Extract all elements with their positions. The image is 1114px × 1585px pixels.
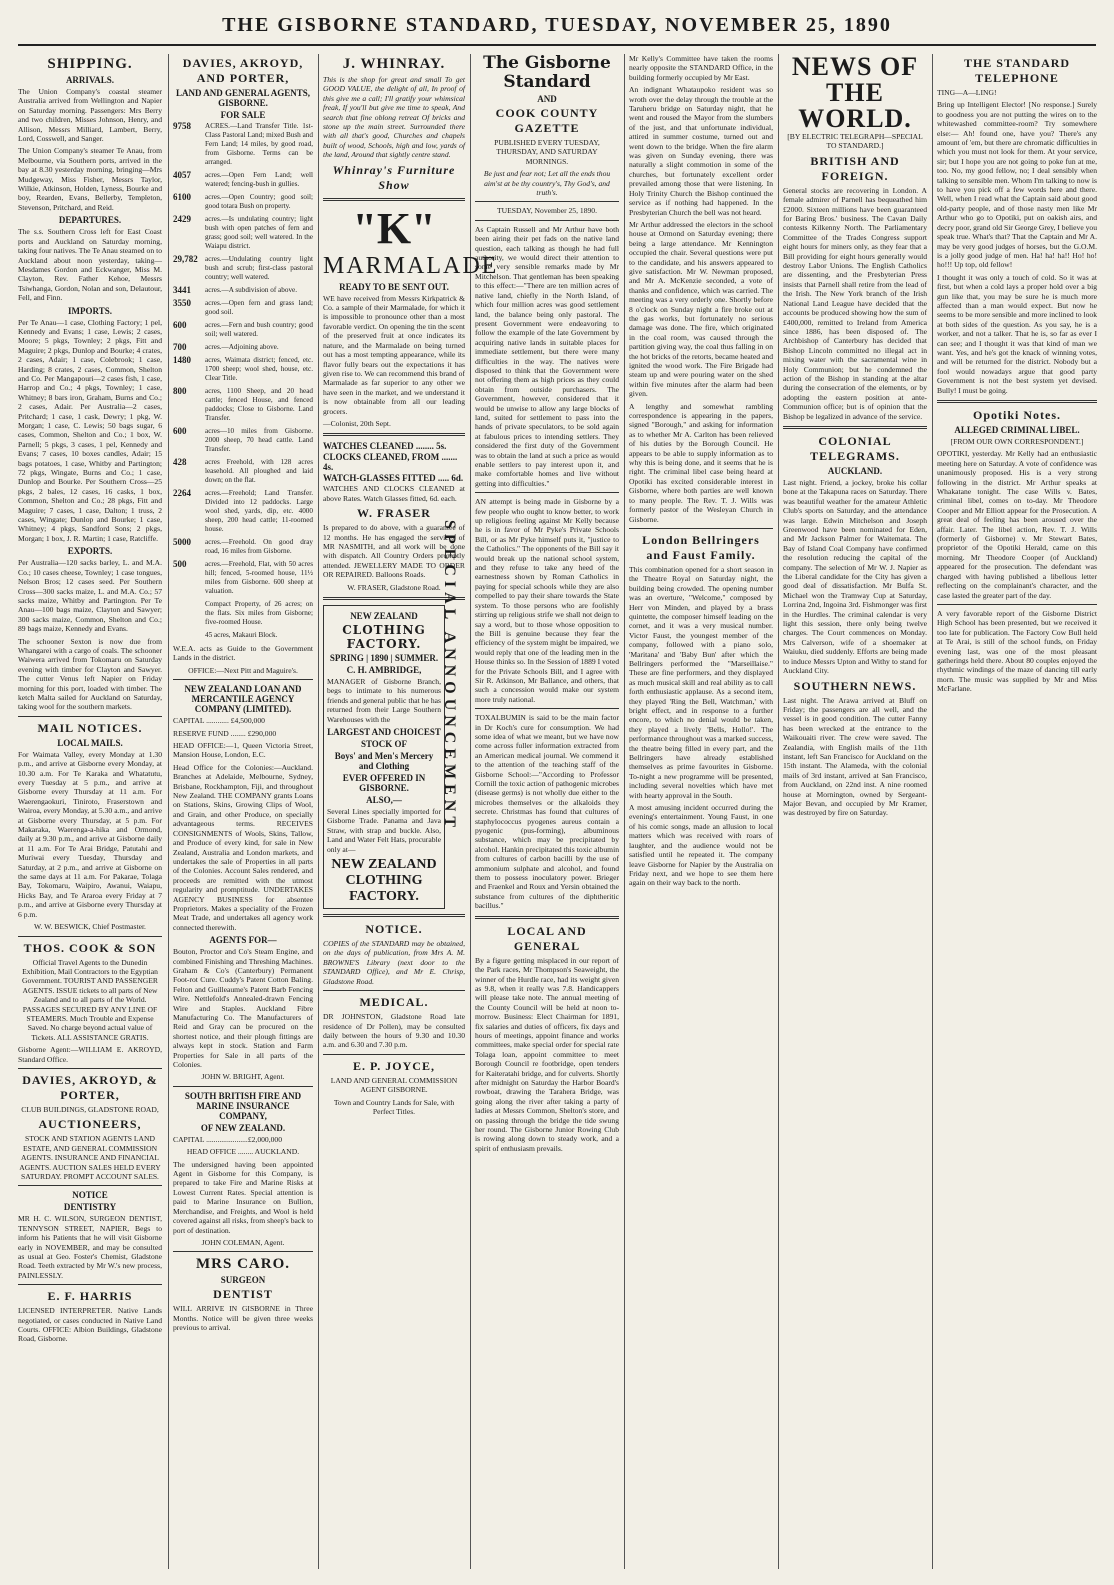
news-item: An indignant Whataupoko resident was so wroth over the delay through the trouble at the Taruheru bridge on Saturday night, that he went and roused the Mayor from the slumbers of the just, and that unfortunate individual, attired in summer costume, turned out and went down to the bridge. When the fire alarm was given on Sunday evening, there was naturally a slight commotion in some of the churches, but fortunately excellent order prevailed among those that were listening. In Holy Trinity Church the Bishop continued the service as if nothing had happened. In the Presbyterian Church the bell was not heard. <box>629 85 773 217</box>
lot-acres: 800 <box>173 386 187 396</box>
sb-subheading: OF NEW ZEALAND. <box>200 1122 286 1133</box>
divider <box>18 1185 162 1186</box>
lot-description: acres.—Open Fern Land; well watered; fencing-bush in gullies. <box>205 171 313 188</box>
column-5 <box>629 54 773 1569</box>
imports-text: Per Te Anau—1 case, Clothing Factory; 1 pel, Kennedy and Evans; 1 case, Lewis; 2 cases, Moore; 5 pkgs, Townley; 2 pkgs, Fitt and Maguire; 2 pkgs, Dunlop and Bourke; 4 crates, 2 cases, Adair; 1 case, Colebrook; 1 case, Harding; 8 crates, 2 cases, Common, Shelton and Co. Per Mangapouri—2 cases fish, 1 case, Harrop and Co.; 4 pkgs, Townley; 1 case, Whitney; 8 bars iron, Graham, Burns and Co.; 2 cases, Adair. Per Australia—2 cases, Pritchard; 1 case, 1 cask, Dewry; 1 pkg, W. Morgan; 1 case, C. Lewis; 50 bags sugar, 6 cases, Common, Shelton and Co.; 1 box, W. Parnell; 5 pkgs, 3 cases, 1 pel, Kennedy and Evans; 7 cases, 10 boxes candles, Adair; 15 bags potatoes, 1 case, Whitby and Partington; 72 pkgs, Wingate, Burns and Co.; 1 case, Dunlop and Bourke. Per Southern Cross—25 pkgs, 2 bales, 12 cases, 16 casks, 1 box, Common, Shelton and Co.; 28 pkgs, Fitt and Maguire; 7 cases, 1 case, Dalton; 1 truss, 2 cases, Wingate; Dunlop and Bourke; 1 case, Whitney; 4 pkgs, Sandford Sons; 2 pkgs, Morgan; 1 box, J. R. Martin; 1 case, Ratcliffe. <box>18 317 162 543</box>
column-rule <box>932 54 933 1569</box>
agents-signature: JOHN W. BRIGHT, Agent. <box>201 1072 285 1082</box>
divider <box>475 220 619 221</box>
fraser-text: Is prepared to do above, with a guarantee of 12 months. He has engaged the services of MR NASMITH, and all work will be done with dispatch. All Country Orders promptly attended. JEWELLERY MADE TO ORDER OR REPAIRED. Balloons Roads. <box>323 523 465 580</box>
divider <box>937 400 1097 403</box>
local-general-text: By a figure getting misplaced in our report of the Park races, Mr Thompson's Seaweight, the winner of the Hurdle race, had its weight given as 9.8, when it really was 7.8. Handicappers will please take note. The annual meeting of the County Council will be held at noon to-morrow. Business: Elect Chairman for 1891, fix salaries and duties of officers, fix days and hours of meetings, appoint finance and works committees, make special order for special rate Tolaga loan, appoint committee to meet Borough Council re footbridge, open tenders for Kaiteratahi bridge, and for culverts. Shortly after midnight on Saturday the Harbor Board's rowboat, drawing the Tarahera Bridge, was going along the river after taking a party of ladies at Messrs Common, Shelton's store, and on passing through the bridge the tide swung her round. The Gisborne Junior Rowing Club is rowing along down to steady work, and a spirit of enthusiasm prevails. <box>475 955 619 1153</box>
sb-heading: SOUTH BRITISH FIRE AND MARINE INSURANCE COMPANY, <box>184 1090 302 1121</box>
school-report-text: A very favorable report of the Gisborne District High School has been presented, but we received it too late for publication. The Factory Cow Bull held at Te Arai, is still of the school funds, on Friday evening last, was one of the most pleasant gatherings held there. About 80 couples enjoyed the rhythmic windings of the maze of dancing till early morn. The music was supplied by Mr and Miss McFarlane. <box>937 608 1097 694</box>
whinray-heading: J. WHINRAY. <box>342 56 446 72</box>
divider <box>18 716 162 717</box>
paper-title: The Gisborne Standard <box>483 53 611 92</box>
divider <box>323 914 465 917</box>
divider <box>18 936 162 937</box>
whinray-poem: This is the shop for great and small To get GOOD VALUE, the delight of all, In proof of this give me a call; I'll gratify your whimsical freak, If you'll but give me time to speak, And search that fine oblong retreat Of bricks and stone up the main street. Surrounded there with all that's good, Churches and chapels built of wood, Schools, high and low, yards of the land, Around that sightly centre stand. <box>323 75 465 160</box>
shipping-heading: SHIPPING. <box>47 56 133 72</box>
lot-description: acres.—Open fern and grass land; good soil. <box>205 299 313 316</box>
cf-heading: CLOTHING FACTORY. <box>342 623 426 651</box>
lot-description: acres.—Adjoining above. <box>205 343 279 351</box>
clocks-price: CLOCKS CLEANED, FROM ....... 4s. <box>323 452 458 473</box>
for-sale-heading: FOR SALE <box>220 110 266 120</box>
also-text: Several Lines specially imported for Gisborne Trade. Panama and Java Straw, with strap and buckle. Also, Land and Water Felt Hats, procurable only at— <box>327 807 441 854</box>
column-rule <box>778 54 779 1569</box>
divider <box>937 604 1097 605</box>
divider <box>475 708 619 709</box>
schooner-text: The schooner Sexton is now due from Whangarei with a cargo of coals. The schooner Waiwera arrived from Tokomaru on Saturday evening with timber for Clayton and Sawyer. The cutter Venus left Napier on Friday morning for this port, loaded with timber. The ketch Malta sailed for Auckland on Saturday, taking wool for the southern markets. <box>18 636 162 712</box>
marmalade-heading: MARMALADE <box>323 252 499 279</box>
divider <box>323 198 465 201</box>
lot-description: acres.—Undulating country light bush and scrub; first-class pastoral country; well watered. <box>205 255 313 281</box>
british-foreign-heading: BRITISH AND FOREIGN. <box>810 153 900 183</box>
k-heading: "K" <box>352 203 436 253</box>
caro-dentist: DENTIST <box>213 1287 273 1302</box>
lot-acres <box>173 631 205 640</box>
issue-date: TUESDAY, November 25, 1890. <box>497 206 597 216</box>
column-2 <box>173 54 313 1569</box>
news-item: Mr Kelly's Committee have taken the rooms nearly opposite the STANDARD Office, in the building formerly occupied by Mr East. <box>629 54 773 82</box>
also: ALSO,— <box>366 795 402 806</box>
lot-item <box>173 171 313 189</box>
medical-text: DR JOHNSTON, Gladstone Road late residence of Dr Pollen), may be consulted daily between the hours of 9.30 and 10.30 a.m. and 6.30 and 7.30 p.m. <box>323 1012 465 1050</box>
departures-heading: DEPARTURES. <box>58 215 122 226</box>
exports-text: Per Australia—120 sacks barley, L. and M.A. Co.; 10 cases cheese, Townley; 1 case tongues, Nelson Bros; 12 cases seed. Per Southern Cross—300 sacks maize, L. and M.A. Co.; 57 sacks maize, Whitby and Partington. Per Te Anau—100 bags maize, Clayton and Sawyer; 300 sacks maize, Common, Shelton and Co.; 89 bags maize, Kennedy and Evans. <box>18 558 162 634</box>
lot-description: acres.—Freehold. On good dray road, 16 miles from Gisborne. <box>205 538 313 555</box>
lot-item <box>173 321 313 339</box>
auctioneers-heading: AUCTIONEERS, <box>38 1117 142 1132</box>
column-rule <box>318 54 319 1569</box>
local-general-heading: LOCAL AND GENERAL <box>507 923 587 953</box>
lot-acres: 5000 <box>173 537 191 547</box>
lot-acres: 500 <box>173 559 187 569</box>
lot-acres: 29,782 <box>173 254 198 264</box>
telephone-sub: TING—A—LING! <box>937 88 997 97</box>
spring-summer: SPRING | 1890 | SUMMER. <box>329 653 439 663</box>
divider <box>475 201 619 202</box>
arrivals-text: The Union Company's steamer Te Anau, from Melbourne, via Southern ports, arrived in the bay at 8.30 yesterday morning, bringing—Mrs Mudgeway, Miss Fisher, Messrs Taylor, Wilkie, Atkinson, Holden, Lyness, Bourke and boy, Rearden, Evans, Bellerby, Templeton, Stevenson, Pritchard, and Reid. <box>18 146 162 212</box>
news-of-the-world-heading: NEWS OF THE WORLD. <box>791 52 919 133</box>
lot-item <box>173 427 313 454</box>
boys-mens: Boys' and Men's Mercery and Clothing <box>334 751 434 772</box>
lot-acres: 428 <box>173 457 187 467</box>
divider <box>323 433 465 436</box>
divider <box>475 492 619 493</box>
cook-agent: Gisborne Agent:—WILLIAM E. AKROYD, Standard Office. <box>18 1045 162 1064</box>
marmalade-text: WE have received from Messrs Kirkpatrick & Co. a sample of their Marmalade, for which it is impossible to pronounce other than a most favorable verdict. On opening the tin the scent of the preserved fruit at once indicates its nature, and the Marmalade on being turned out has a most tempting appearance, while its flavor fully bears out the expectations it has given rise to. We can recommend this brand of Marmalade as far superior to any other we have seen in the market, and we understand it is now obtainable from all our leading grocers. <box>323 293 465 416</box>
masthead: THE GISBORNE STANDARD, TUESDAY, NOVEMBER 25, 1890 <box>222 14 892 36</box>
lot-acres: 700 <box>173 342 187 352</box>
copies-text: COPIES of the STANDARD may be obtained, on the days of publication, from Mrs A. M. BROWNE'S Library (next door to the STANDARD Office), and Mr E. Chrisp, Gladstone Road. <box>323 939 465 986</box>
british-foreign-text: General stocks are recovering in London. A female admirer of Parnell has bequeathed him £2000. Sixteen millions have been guaranteed for Baring Bros.' business. The Cavan Daily contests Kilkenny North. The Parliamentary Committee of the Trades Congress support eight hours for miners only, as they fear that a Bill providing for eight hours generally would destroy Labor Unions. The English Catholics are dissenting, and the Presbyterian Press insists that Parnell shall retire from the lead of the Irish. The New York branch of the Irish National Land League have decided that the accounts be produced showing how the sum of £400,000, remitted to Ireland from America since 1886, has been disposed of. The Archbishop of Canterbury has decided that Bishop Lincoln committed no illegal act in mixing water with the sacramental wine in Holy Communion; but he condemned the action of the Bishop in standing at the altar during the consecration of the elements, or by adopting the eastern position at ante-Communion office; but is of opinion that the Bishop be legalized in advance of the service. <box>783 185 927 421</box>
ready-text: READY TO BE SENT OUT. <box>339 281 449 292</box>
column-rule <box>168 54 169 1569</box>
largest: LARGEST AND CHOICEST <box>327 727 441 738</box>
lot-description: acres.—Fern and bush country; good soil; well watered. <box>205 321 313 338</box>
mail-notices-heading: MAIL NOTICES. <box>37 720 143 735</box>
web-note: W.E.A. acts as Guide to the Government Lands in the district. <box>173 644 313 663</box>
mail-text: For Waimata Valley, every Monday at 1.30 p.m., and arrive at Gisborne every Monday, at 10.30 a.m. For Te Karaka and Whatatutu, every Tuesday at 5 p.m., and arrive at Gisborne every Thursday at 11 a.m. For Waerengaokuri, Tiniroto, Fraserstown and Wairoa, every Monday, at 5.30 a.m., and arrive at Gisborne every Thursday, at 5 p.m. For Makaraka, Waerenga-a-hika and Ormond, daily at 9.30 p.m., and arrive at Gisborne daily at 11 a.m. For Te Arai Bridge, Patutahi and Muriwai every Tuesday, Thursday and Saturday, at 2 p.m., and arrive at Gisborne on the same days at 11 a.m. For Pakarae, Tolaga Bay, Tokomaru, Waipiro, Awanui, Waiapu, Hicks Bay, and Te Araroa every Friday at 7 p.m., and arrive at Gisborne every Thursday at 6 p.m. <box>18 749 162 919</box>
gazette-title: COOK COUNTY GAZETTE <box>495 106 599 135</box>
ever-offered: EVER OFFERED IN GISBORNE. <box>342 773 426 794</box>
dentistry-heading: DENTISTRY <box>63 1202 117 1213</box>
leader-toxalbumin: TOXALBUMIN is said to be the main factor in Dr Koch's cure for consumption. We had some idea of what we meant, but we have now come across fuller information extracted from an American medical journal. We commend it to the attention of the teaching staff of the Gisborne School:—"According to Professor Cornill the toxic action of pathogenic microbes (disease germs) is not wholly due either to the microbes themselves or the alkaloids they secrete. Christmas has found that cultures of staphylococcus pyogenes aureus contain a pyogenic (pus-forming), albuminous substance, which may be precipitated by alcohol. Hankin precipitated this toxic albumin from cultures of carbon bacilli by the use of ammonium sulphate and alcohol, and found them to possess inoculatory power. Brieger and Fraenkel and Roux and Yersin obtained the substance from cultures of the diphtheritic bacillus." <box>475 713 619 911</box>
nzlma-reserve: RESERVE FUND ........ £290,000 <box>173 728 277 738</box>
caro-sub: SURGEON <box>220 1275 266 1286</box>
lot-item <box>173 299 313 317</box>
column-7 <box>937 54 1097 1569</box>
divider <box>323 990 465 991</box>
joyce-heading: E. P. JOYCE, <box>353 1058 435 1073</box>
lot-item <box>173 560 313 596</box>
watch-text: WATCHES AND CLOCKS CLEANED at above Rates. Watch Glasses fitted, 6d. each. <box>323 484 465 503</box>
colonial-telegrams-heading: COLONIAL TELEGRAMS. <box>810 433 900 463</box>
telephone-text: Bring up Intelligent Elector! [No response.] Surely to goodness you are not putting the wires on to the whitewashed committee-room? Try somewhere else:— Ah! found one, have you? There's any amount of 'em, but there are chromatic difficulties in which you must not look for them. At your service, sir; but I hope you are not going to poke fun at me, too. No, my good fellow, no; I deal sensibly when talking to sensible men. Whom I'm talking to now is to have you pick off a few words here and there. Well, when I read what the Captain said about good old-party people, and of those nasty men like Mr Arthur who go to Opotiki, put on oakish airs, and decry poor, grand old Sir George Grey, I believe you speak true. What's that? That the Captain and Mr A. may be very good judges of horses, but the G.O.M. is a jolly good judge of men. Ha! ha! ha!! Ho! ho! ho!!! Up top, old fellow! <box>937 100 1098 270</box>
departures-text: The s.s. Southern Cross left for East Coast ports and Auckland on Saturday morning, taking four natives. The Te Anau steamed on to Auckland about noon yesterday, taking—Mesdames Gordon and Eckwanger, Miss M. Clayton, Rev. Father Kehoe, Messrs Tsiwhanga, Gordon, Nolan and son, Delautour, Fell, and Finn. <box>18 227 162 303</box>
sb-signature: JOHN COLEMAN, Agent. <box>201 1237 285 1247</box>
divider <box>18 1284 162 1285</box>
auctioneers-text: STOCK AND STATION AGENTS LAND ESTATE, AND GENERAL COMMISSION AGENTS. INSURANCE AND FINANCIAL AGENTS. AUCTION SALES HELD EVERY SATURDAY. PROMPT ACCOUNT SALES. <box>19 1134 161 1181</box>
divider <box>173 1086 313 1087</box>
cook-heading: THOS. COOK & SON <box>23 940 157 955</box>
fraser-signature: W. FRASER, Gladstone Road. <box>347 582 441 592</box>
lot-item <box>173 387 313 423</box>
nzlma-capital: CAPITAL ............ £4,500,000 <box>173 716 265 726</box>
divider <box>173 679 313 680</box>
column-1 <box>18 54 162 1569</box>
bellringers-text: This combination opened for a short season in the Theatre Royal on Saturday night, the building being crowded. The opening number was an overture, "Welcome," composed by Herr von Minden, and played by a brass quintette, the composer himself leading on the cornet, and it was a very musical number. Victor Faust, the youngest member of the company, followed with a piano solo, 'Maritana' and 'Baby Bun' after which the Bellringers performed the "Marseillaise." These are fine performers, and they displayed as much musical skill and real ability as to call forth enthusiastic applause. As a second item, they played 'Ring the Bell, Watchman,' with bright effect, and in response to a further encore, to which no denial would be taken, they played a lively 'Bells, Hollo!'. The performance throughout was a marked success, the theatre being filled in every part, and the Bellringers have already established themselves as prime favourites in Gisborne. To-night a new programme will be presented, including several novelties which have met with hearty approval in the South. <box>629 564 773 800</box>
column-4 <box>475 54 619 1569</box>
lot-description: acres.—Open Country; good soil; good totara Bush on property. <box>205 193 313 210</box>
harris-text: LICENSED INTERPRETER. Native Lands negotiated, or cases conducted in Native Land Courts. OFFICE: Albion Buildings, Gladstone Road, Gisborne. <box>18 1306 162 1344</box>
nz-heading: NEW ZEALAND <box>350 611 418 621</box>
lot-description: acres—10 miles from Gisborne. 2000 sheep, 70 head cattle. Land Transfer. <box>205 427 313 453</box>
special-announcement-banner: SPECIAL ANNOUNCEMENT <box>441 520 458 833</box>
lot-acres: 600 <box>173 426 187 436</box>
lot-list <box>173 122 313 640</box>
joyce-text-2: Town and Country Lands for Sale, with Perfect Titles. <box>333 1097 455 1116</box>
caro-heading: MRS CARO. <box>196 1256 290 1273</box>
divider <box>323 1054 465 1055</box>
lot-item <box>173 343 313 352</box>
from-correspondent: [FROM OUR OWN CORRESPONDENT.] <box>950 437 1084 446</box>
dap-subheading: LAND AND GENERAL AGENTS, GISBORNE. <box>175 88 311 108</box>
lot-description: acres.—Is undulating country; light bush with open patches of fern and grass; good soil; well watered. In the Waiapu district. <box>205 215 313 250</box>
southern-news-text: Last night. The Arawa arrived at Bluff on Friday; the passengers are all well, and the vessel is in good condition. The cutter Fanny has been wrecked at the entrance to the Waikouaiti river. The crew were saved. The Zealandia, with English mails of the 11th instant, left San Francisco for Auckland on the 15th instant. The Alameda, with the colonial mails of 3rd instant, arrived at San Francisco, from Auckland, on 22nd inst. A nine roomed house at Mornington, owned by Sergeant-Major Bevan, and occupied by Mr Kramer, was destroyed by fire on Saturday. <box>783 695 927 818</box>
telephone-text-2: I thought it was only a touch of cold. So it was at first, but when a cold lays a proper hold over a big gun like that, you may be sure he is much more affected than a man would expect. But now he seems to be more sensible and more inclined to look at both sides of the question. As you say, he is a worker, and not a talker. That he is, so far as ever I can see; and I thought it was that kind of man we want. Yes, and he's got the knack of winning votes, and will be returned for the district. Nobody but a fool would nowadays argue that good party Government is not the best system yet devised. Bully! I must be going. <box>937 272 1097 395</box>
fraser-heading: W. FRASER <box>357 506 431 521</box>
auckland-text: Last night. Friend, a jockey, broke his collar bone at the Takapuna races on Saturday. There was beautiful weather for the amateur Athletic Club's sports on Saturday, and the attendance was large. Edwin Mitchelson and Joseph Greenwood have been nominated for Eden, and Mr Jackson Palmer for Waitemata. The Bay of Island Coal Company have confirmed the resolution reducing the capital of the company. The selection of Mr W. J. Napier as the Liberal candidate for the City has given a good deal of dissatisfaction. Mr Bulfa St. Michael won the Tramway Cup at Saturday, Lorrina 2nd, Ingoina 3rd. Fishmonger was first in the Hurdles. The criminal calendar is very light this session, there only being twelve charges. The Court commences on Monday. Mrs Calverson, wife of a shoemaker at Waiuku, died suddenly. Efforts are being made to induce Messrs Upton and Withy to stand for Auckland City. <box>783 477 927 676</box>
bellringers-text-2: A most amusing incident occurred during the evening's entertainment. Young Faust, in one of his comic songs, made an allusion to local matters which was received with roars of laughter, and the audience would not be satisfied until he repeated it. The company leave Gisborne for Napier by the Australia on Friday next, and we hope to see them here again on their way back to the north. <box>629 803 773 888</box>
telephone-heading: THE STANDARD TELEPHONE <box>963 56 1071 85</box>
notice-heading: NOTICE <box>72 1190 108 1201</box>
news-item: A lengthy and somewhat rambling correspondence is appearing in the papers, signed "Borough," and asking for information as to whether Mr A. Carlton has been relieved of his duties by the Borough Council. He appears to be able to supply information as to why this is being done, and it seems that he is right. The criminal libel case being heard at Opotiki has excited considerable interest in Gisborne, where both parties are well known to many people. The Rev. T. J. Wills was formerly pastor of the Wesleyan Church in Gisborne. <box>629 401 773 524</box>
lot-acres: 2264 <box>173 488 191 498</box>
divider <box>629 528 773 529</box>
nzcf-heading: NEW ZEALAND CLOTHING FACTORY. <box>331 857 437 905</box>
lot-acres: 1480 <box>173 355 191 365</box>
office-note: OFFICE:—Next Pitt and Maguire's. <box>188 665 298 675</box>
glasses-price: WATCH-GLASSES FITTED ..... 6d. <box>323 473 464 484</box>
ambridge: C. H. AMBRIDGE, <box>346 665 422 675</box>
local-mails-heading: LOCAL MAILS. <box>57 737 123 748</box>
news-item: Mr Arthur addressed the electors in the school house at Ormond on Saturday evening; there being a large attendance. Mr Kennington occupied the chair. Several questions were put to the candidate, and his answers appeared to give satisfaction. Mr W. Newman proposed, and Mr A. McKenzie seconded, a vote of thanks and confidence, which was carried. The meeting was a very orderly one. Shortly before 8 o'clock on Sunday night a fire broke out at the gas works, but fortunately no serious damage was done. The fire, which originated in the coal room, was caused through the partition giving way, the coal thus falling in on the hot bricks of the retorts, became heated and ignited the wood work. The Fire Brigade had steam up and were pouring water on the shed within five minutes after the alarm had been given. <box>629 219 773 399</box>
harris-heading: E. F. HARRIS <box>47 1289 133 1304</box>
clothing-factory-ad <box>323 605 445 909</box>
sb-office: HEAD OFFICE ........ AUCKLAND. <box>186 1147 300 1157</box>
sb-capital: CAPITAL ......................£2,000,000 <box>173 1134 283 1144</box>
divider <box>783 426 927 429</box>
notice-heading: NOTICE. <box>365 922 423 937</box>
lot-item <box>173 458 313 485</box>
and-text: AND <box>537 94 557 104</box>
lot-description: acres, 1100 Sheep, and 20 head cattle; fenced House, and fenced paddocks; Close to Gisborne. Land Transfer. <box>205 387 313 422</box>
divider <box>475 916 619 919</box>
agents-text: Bouton, Proctor and Co's Steam Engine, and combined Finishing and Threshing Machines. Graham & Co's (Canterbury) Permanent Foot-rot Cure. Cuddy's Patent Cotton Baling. Felton and Guilleaume's Patent Barb Fencing Wire. Nettlefold's Annealed-drawn Fencing Wire and Staples. Auckland Fibre Manufacturing Co. The Manufacturers of Reid and Gray can be procured on the shortest notice, and their plough fittings are always kept in stock. Station and Farm Properties for Sale in all parts of the Colonies. <box>173 947 313 1070</box>
lot-item <box>173 286 313 295</box>
lot-acres: 3550 <box>173 298 191 308</box>
lot-item <box>173 631 313 640</box>
lot-description: acres.—Freehold, Flat, with 50 acres hill; fenced, 5-roomed house, 11½ miles from Gisborne. 600 sheep at valuation. <box>205 560 313 595</box>
lot-description: 45 acres, Makauri Block. <box>205 631 278 639</box>
auckland-heading: AUCKLAND. <box>827 465 883 476</box>
lot-description: Compact Property, of 26 acres; on the flats. Six miles from Gisborne; five-roomed House. <box>205 600 313 626</box>
mail-signature: W. W. BESWICK, Chief Postmaster. <box>34 922 146 932</box>
arrivals-text: The Union Company's coastal steamer Australia arrived from Wellington and Napier on Saturday morning. Passengers: Mrs Berry and two children, Misses Johnson, Henry, and Allison, Messrs Milliard, Lambert, Berry, Lord, Cosswell, and Sanger. <box>18 87 162 144</box>
dapc-text: CLUB BUILDINGS, GLADSTONE ROAD, <box>21 1104 159 1114</box>
lot-item <box>173 215 313 251</box>
masthead-rule <box>18 44 1096 46</box>
lot-acres: 6100 <box>173 192 191 202</box>
ambridge-text: MANAGER of Gisborne Branch, begs to intimate to his numerous friends and general public that he has returned from their Large Southern Warehouses with the <box>327 677 441 724</box>
nzlma-text: Head Office for the Colonies:—Auckland. Branches at Adelaide, Melbourne, Sydney, Brisbane, Rockhampton, Fiji, and throughout New Zealand. THE COMPANY grants Loans on Stations, Skins, Growing Clips of Wool, and Grain, and other Produce, on specially advantageous terms. RECEIVES CONSIGNMENTS of Wools, Skins, Tallow, and Produce of every kind, for sale in New Zealand, Australia and London markets, and undertakes the sale of Properties in all parts of the Colonies. Account Sales rendered, and proceeds are remitted with the utmost regularity and promptitude. UNDERTAKES AGENCY BUSINESS for absentee Proprietors. Makes a speciality of the Frozen Meat Trade, and undertakes all agency work connected therewith. <box>173 762 313 932</box>
column-rule <box>624 54 625 1569</box>
publication-note: PUBLISHED EVERY TUESDAY, THURSDAY, AND SATURDAY MORNINGS. <box>494 138 600 166</box>
lot-acres: 9758 <box>173 121 191 131</box>
lot-description: acres Freehold, with 128 acres leasehold. All ploughed and laid down; on the flat. <box>205 458 313 484</box>
medical-heading: MEDICAL. <box>359 995 429 1010</box>
agents-heading: AGENTS FOR— <box>209 935 277 946</box>
lot-acres: 2429 <box>173 214 191 224</box>
column-rule <box>470 54 471 1569</box>
dentistry-text: MR H. C. WILSON, SURGEON DENTIST, TENNYSON STREET, NAPIER, Begs to inform his Patients that he will visit Gisborne early in NOVEMBER, and may be consulted as usual at Geo. Foster's Chemist, Gladstone Road. Teeth extracted by Mr W.'s new process, PAINLESSLY. <box>18 1214 162 1280</box>
leader-native-land: As Captain Russell and Mr Arthur have both been airing their pet fads on the native land question, each talking as though he had full authority, we would direct their attention to some very sensible remarks made by Mr Mitchelson. That gentleman has been speaking to this effect:—"There are ten million acres of native land, chiefly in the North Island, of which four million acres was good settlement land, the balance being only pastoral. The present Government were endeavoring to follow the example of the late Government by acquiring native lands in suitable places for immediate settlement, but there were many difficulties in the way. The natives were disposed to think that the Government were not offering them as high prices as they could obtain from outside purchasers. The Government, however, considered that it would be unwise to allow any large blocks of land, suited for settlement to pass into the hands of private speculators, to be sold again at fabulous prices to intending settlers. They considered the first duty of the Government was to obtain the land at such a price as would enable settlers to pay interest upon it, and make comfortable homes and live without getting into difficulties." <box>475 224 619 488</box>
exports-heading: EXPORTS. <box>67 546 113 557</box>
divider <box>173 1251 313 1252</box>
opotiki-heading: Opotiki Notes. <box>972 408 1061 422</box>
marmalade-source: —Colonist, 20th Sept. <box>323 418 391 428</box>
lot-acres: 600 <box>173 320 187 330</box>
nzlma-heading: NEW ZEALAND LOAN AND MERCANTILE AGENCY COMPANY (LIMITED). <box>184 684 302 715</box>
stock: STOCK OF <box>360 739 408 750</box>
furniture-show: Whinray's Furniture Show <box>332 162 456 192</box>
column-6 <box>783 54 927 1569</box>
divider <box>18 1068 162 1069</box>
motto: Be just and fear not; Let all the ends thou aim'st at be thy country's, Thy God's, and truth's. <box>483 169 611 198</box>
watches-price: WATCHES CLEANED ........ 5s. <box>323 441 447 452</box>
joyce-text: LAND AND GENERAL COMMISSION AGENT GISBORNE. <box>330 1075 458 1095</box>
caro-text: WILL ARRIVE IN GISBORNE in Three Months. Notice will be given three weeks previous to arrival. <box>173 1304 313 1333</box>
lot-item <box>173 356 313 383</box>
lot-acres: 4057 <box>173 170 191 180</box>
lot-item <box>173 255 313 282</box>
southern-news-heading: SOUTHERN NEWS. <box>793 678 917 693</box>
bellringers-heading: London Bellringers and Faust Family. <box>642 532 760 562</box>
imports-heading: IMPORTS. <box>68 305 112 316</box>
sb-text: The undersigned having been appointed Agent in Gisborne for this Company, is prepared to take Fire and Marine Risks at Lowest Current Rates. Special attention is paid to Marine Insurance on Bullion, Merchandise, and Freights, and Wool is held covered against all risks, from sheep's back to port of destination. <box>173 1159 313 1235</box>
dapc-heading: DAVIES, AKROYD, & PORTER, <box>22 1072 158 1102</box>
dap-heading: DAVIES, AKROYD, AND PORTER, <box>182 56 304 85</box>
lot-acres <box>173 600 205 627</box>
lot-description: acres, Waimata district; fenced, etc. 1700 sheep; wool shed, house, etc. Clear Title. <box>205 356 313 382</box>
alleged-libel-heading: ALLEGED CRIMINAL LIBEL. <box>954 425 1080 435</box>
lot-item <box>173 122 313 167</box>
cook-text: Official Travel Agents to the Dunedin Exhibition, Mail Contractors to the Egyptian Government. TOURIST AND PASSENGER AGENTS. ISSUE tickets to all parts of New Zealand and to all parts of the World. PASSAGES SECURED BY ANY LINE OF STEAMERS. Much Trouble and Expense Saved. No charge beyond actual value of Tickets. ALL ASSISTANCE GRATIS. <box>21 957 158 1042</box>
lot-description: ACRES.—Land Transfer Title. 1st-Class Pastoral Land; mixed Bush and Fern Land; 14 miles, by good road, from Gisborne. Terms can be arranged. <box>205 122 313 166</box>
lot-acres: 3441 <box>173 285 191 295</box>
lot-item <box>173 193 313 211</box>
lot-item <box>173 600 313 627</box>
lot-description: acres.—Freehold; Land Transfer. Divided into 12 paddocks. Large wool shed, yards, dip, etc. 4000 sheep, 200 head cattle; 11-roomed house. <box>205 489 313 533</box>
nzlma-head-office: HEAD OFFICE:—1, Queen Victoria Street, Mansion House, London, E.C. <box>173 741 313 760</box>
lot-item <box>173 538 313 556</box>
opotiki-text: OPOTIKI, yesterday. Mr Kelly had an enthusiastic meeting here on Saturday. A vote of confidence was unanimously proposed. His is a very strong following in the district. Mr Arthur speaks at Whakatane tonight. The case Wills v. Bates, criminal libel, comes on to-day. Mr Theodore Cooper and Mr Elliott appear for the Prosecution. A great deal of feeling has been aroused over the affair. Later. The libel action, Rev. T. J. Wills (formerly of Gisborne) v. Mr Stewart Bates, proprietor of the Opotiki Herald, came on this morning. Mr Theodore Cooper (of Auckland) appeared for the prosecution. The defendant was charged with having published a libellous letter reflecting on the complainant's character, and the case lasted the greater part of the day. <box>937 449 1097 600</box>
lot-description: acres.—A subdivision of above. <box>205 286 298 294</box>
lot-item <box>173 489 313 534</box>
by-telegraph: [BY ELECTRIC TELEGRAPH—SPECIAL TO STANDARD.] <box>787 132 923 151</box>
leader-schools-bill: AN attempt is being made in Gisborne by a few people who ought to know better, to work up religious feeling against Mr Kelly because he is in favor of Mr Pyke's Private Schools Bill, or as Mr Pyke himself puts it, "justice to the Catholics." The opponents of the Bill say it would break up the national school system, and they refuse to take any heed of the earnestness shown by Roman Catholics in paying for special schools while they are also compelled to pay their share towards the State system. To those persons who are foolishly stirring up religious strife we shall not deign to say a word, but to those whose opposition to the Bill is genuine because they fear the efficiency of the system might be impaired, we would reply that one of the leading men in the House thinks so. In the Session of 1889 I voted for the Private Schools Bill, and I agree with Sir R. Atkinson, Mr Ballance, and others, that such a concession would make our system more truly national. <box>475 497 619 704</box>
arrivals-heading: ARRIVALS. <box>65 75 115 85</box>
